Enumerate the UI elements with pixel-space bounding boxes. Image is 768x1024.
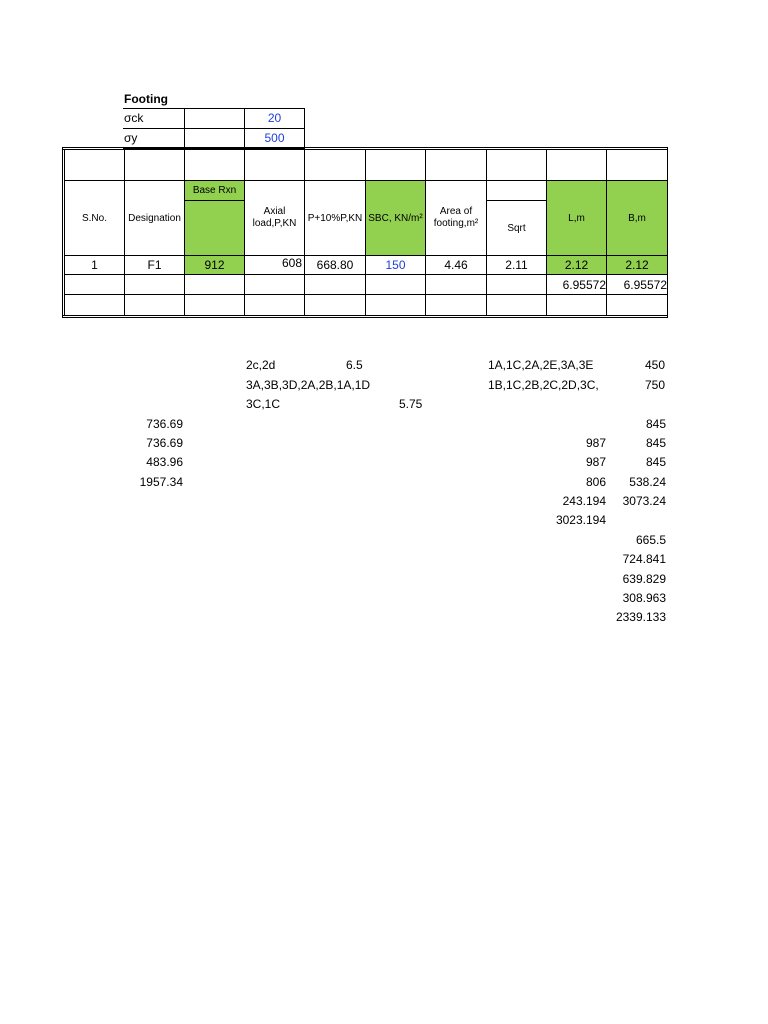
- cell-sqrt: 2.11: [505, 258, 528, 272]
- fck-value: 20: [267, 111, 282, 125]
- cell-l-row2: 6.95572: [562, 277, 606, 292]
- note-2c2d-value: 6.5: [346, 358, 363, 372]
- header-b: B,m: [628, 212, 646, 224]
- mid-value: 987: [585, 455, 606, 469]
- right-value: 845: [645, 417, 666, 431]
- mid-value: 3023.194: [555, 513, 606, 527]
- cell-b-row2: 6.95572: [623, 277, 667, 292]
- left-value: 736.69: [146, 436, 183, 450]
- cell-l: 2.12: [564, 258, 589, 272]
- header-sno: S.No.: [81, 212, 107, 224]
- right-value: 845: [645, 455, 666, 469]
- mid-value: 987: [585, 436, 606, 450]
- right-value: 538.24: [629, 475, 666, 489]
- cell-sbc: 150: [385, 258, 406, 272]
- note-2c2d-label: 2c,2d: [246, 358, 276, 372]
- mid-value: 806: [585, 475, 606, 489]
- header-area: Area of footing,m²: [433, 206, 479, 229]
- cell-p10: 668.80: [316, 258, 354, 272]
- left-value: 1957.34: [139, 475, 183, 489]
- right-value: 724.841: [622, 552, 666, 566]
- right-value: 639.829: [622, 572, 666, 586]
- header-sqrt: Sqrt: [507, 222, 526, 234]
- header-l: L,m: [568, 212, 585, 224]
- left-value: 483.96: [146, 455, 183, 469]
- cell-axial-load: 608: [281, 256, 302, 270]
- note-3c-value: 5.75: [399, 397, 423, 411]
- left-value: 736.69: [146, 417, 183, 431]
- note-r1-value: 450: [644, 358, 665, 372]
- footing-title: Footing: [124, 92, 168, 106]
- cell-area: 4.46: [444, 258, 468, 272]
- note-r1-label: 1A,1C,2A,2E,3A,3E: [488, 358, 594, 372]
- fy-label: σy: [124, 131, 138, 145]
- header-p10: P+10%P,KN: [307, 212, 363, 224]
- note-r2-label: 1B,1C,2B,2C,2D,3C,: [488, 378, 599, 392]
- header-base-rxn: Base Rxn: [192, 185, 237, 196]
- right-value: 2339.133: [615, 610, 666, 624]
- cell-sno: 1: [91, 258, 98, 272]
- note-3a-label: 3A,3B,3D,2A,2B,1A,1D: [246, 378, 371, 392]
- right-value: 665.5: [635, 533, 666, 547]
- header-designation: Designation: [128, 212, 181, 224]
- right-value: 308.963: [622, 591, 666, 605]
- header-axial-load: Axial load,P,KN: [252, 206, 297, 229]
- right-value: 3073.24: [622, 494, 666, 508]
- cell-base-rxn: 912: [204, 258, 225, 272]
- mid-value: 243.194: [562, 494, 606, 508]
- fck-label: σck: [124, 111, 144, 125]
- fy-value: 500: [264, 131, 285, 145]
- note-3c-label: 3C,1C: [246, 397, 281, 411]
- header-sbc: SBC, KN/m²: [368, 212, 423, 224]
- right-value: 845: [645, 436, 666, 450]
- cell-designation: F1: [147, 258, 162, 272]
- note-r2-value: 750: [644, 378, 665, 392]
- cell-b: 2.12: [625, 258, 649, 272]
